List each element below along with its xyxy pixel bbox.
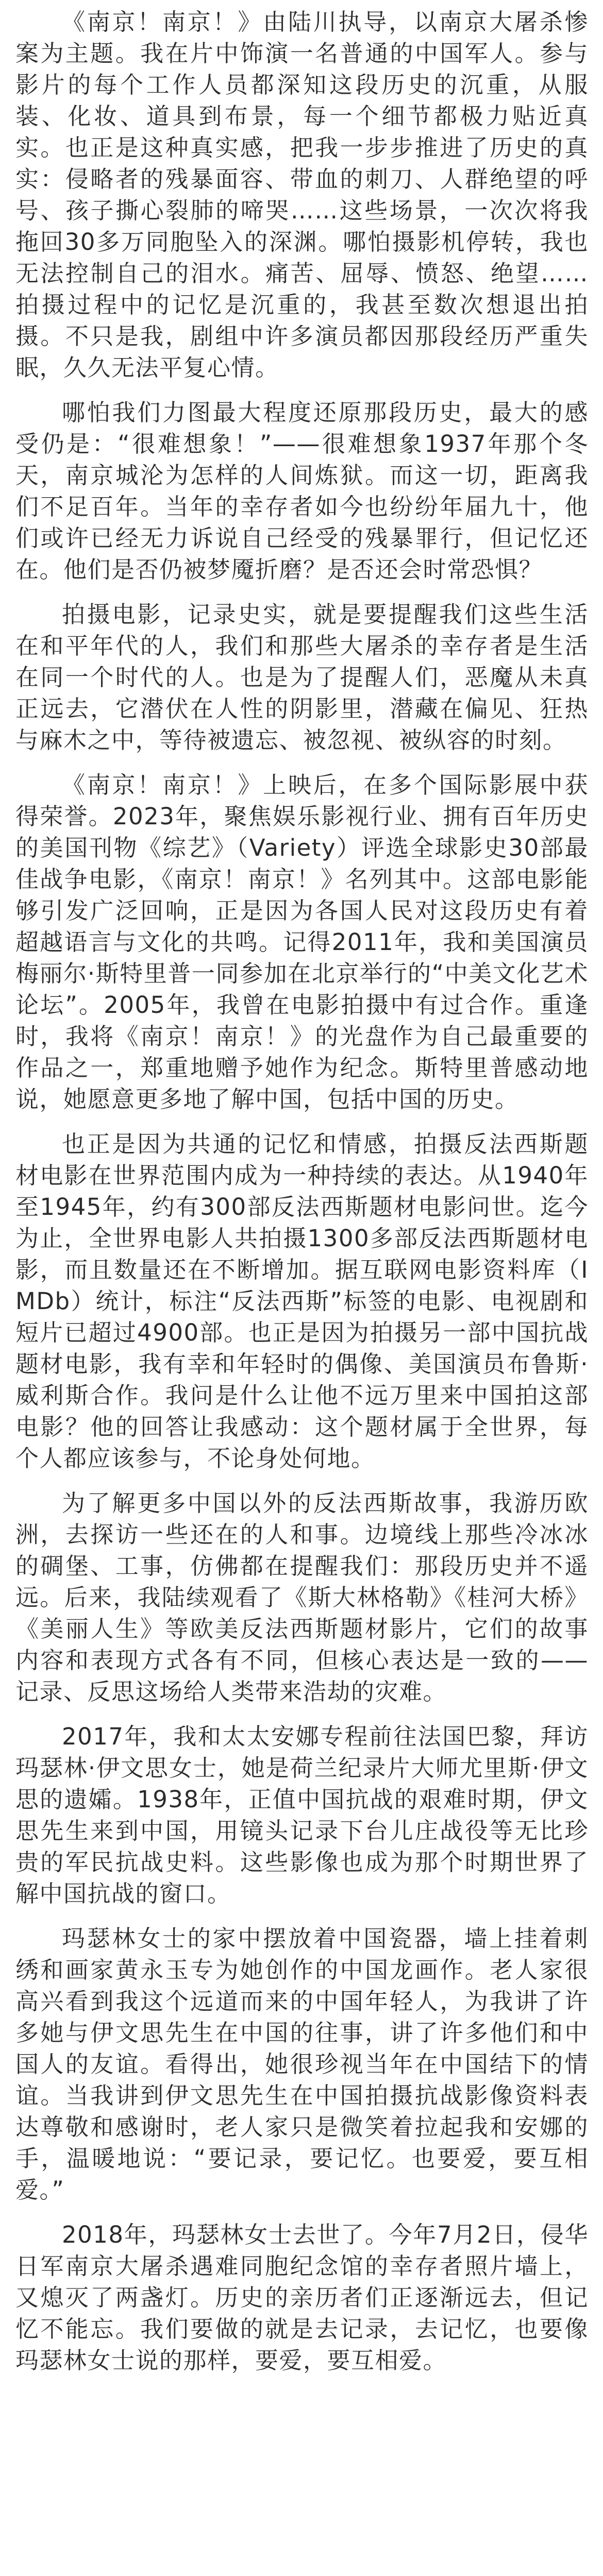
paragraph-hard-to-imagine: 哪怕我们力图最大程度还原那段历史，最大的感受仍是：“很难想象！”——很难想象1937年那个冬天，南京城沦为怎样的人间炼狱。而这一切，距离我们不足百年。当年的幸存者如今也纷纷年届九十，他们或许已经无力诉说自己经受的残暴罪行，但记忆还在。他们是否仍被梦魇折磨？是否还会时常恐惧？	[15, 399, 589, 583]
paragraph-antifascist-films: 也正是因为共通的记忆和情感，拍摄反法西斯题材电影在世界范围内成为一种持续的表达。从1940年至1945年，约有300部反法西斯题材电影问世。迄今为止，全世界电影人共拍摄1300多部反法西斯题材电影，而且数量还在不断增加。据互联网电影资料库（IMDb）统计，标注“反法西斯”标签的电影、电视剧和短片已超过4900部。也正是因为拍摄另一部中国抗战题材电影，我有幸和年轻时的偶像、美国演员布鲁斯·威利斯合作。我问是什么让他不远万里来中国拍这部电影？他的回答让我感动：这个题材属于全世界，每个人都应该参与，不论身处何地。	[15, 1130, 589, 1472]
paragraph-visit-paris: 2017年，我和太太安娜专程前往法国巴黎，拜访玛瑟林·伊文思女士，她是荷兰纪录片大师尤里斯·伊文思的遗孀。1938年，正值中国抗战的艰难时期，伊文思先生来到中国，用镜头记录下台儿庄战役等无比珍贵的军民抗战史料。这些影像也成为那个时期世界了解中国抗战的窗口。	[15, 1723, 589, 1907]
paragraph-europe-travels: 为了解更多中国以外的反法西斯故事，我游历欧洲，去探访一些还在的人和事。边境线上那些冷冰冰的碉堡、工事，仿佛都在提醒我们：那段历史并不遥远。后来，我陆续观看了《斯大林格勒》《桂河大桥》《美丽人生》等欧美反法西斯题材影片，它们的故事内容和表现方式各有不同，但核心表达是一致的——记录、反思这场给人类带来浩劫的灾难。	[15, 1489, 589, 1705]
paragraph-marceline-home: 玛瑟林女士的家中摆放着中国瓷器，墙上挂着刺绣和画家黄永玉专为她创作的中国龙画作。老人家很高兴看到我这个远道而来的中国年轻人，为我讲了许多她与伊文思先生在中国的往事，讲了许多他们和中国人的友谊。看得出，她很珍视当年在中国结下的情谊。当我讲到伊文思先生在中国拍摄抗战影像资料表达尊敬和感谢时，老人家只是微笑着拉起我和安娜的手，温暖地说：“要记录，要记忆。也要爱，要互相爱。”	[15, 1925, 589, 2204]
paragraph-international-honors: 《南京！南京！》上映后，在多个国际影展中获得荣誉。2023年，聚焦娱乐影视行业、拥有百年历史的美国刊物《综艺》（Variety）评选全球影史30部最佳战争电影，《南京！南京！》名列其中。这部电影能够引发广泛回响，正是因为各国人民对这段历史有着超越语言与文化的共鸣。记得2011年，我和美国演员梅丽尔·斯特里普一同参加在北京举行的“中美文化艺术论坛”。2005年，我曾在电影拍摄中有过合作。重逢时，我将《南京！南京！》的光盘作为自己最重要的作品之一，郑重地赠予她作为纪念。斯特里普感动地说，她愿意更多地了解中国，包括中国的历史。	[15, 771, 589, 1113]
paragraph-purpose-of-filming: 拍摄电影，记录史实，就是要提醒我们这些生活在和平年代的人，我们和那些大屠杀的幸存者是生活在同一个时代的人。也是为了提醒人们，恶魔从未真正远去，它潜伏在人性的阴影里，潜藏在偏见、狂热与麻木之中，等待被遗忘、被忽视、被纵容的时刻。	[15, 601, 589, 754]
paragraph-nanjing-film: 《南京！南京！》由陆川执导，以南京大屠杀惨案为主题。我在片中饰演一名普通的中国军人。参与影片的每个工作人员都深知这段历史的沉重，从服装、化妆、道具到布景，每一个细节都极力贴近真实。也正是这种真实感，把我一步步推进了历史的真实：侵略者的残暴面容、带血的刺刀、人群绝望的呼号、孩子撕心裂肺的啼哭……这些场景，一次次将我拖回30多万同胞坠入的深渊。哪怕摄影机停转，我也无法控制自己的泪水。痛苦、屈辱、愤怒、绝望……拍摄过程中的记忆是沉重的，我甚至数次想退出拍摄。不只是我，剧组中许多演员都因那段经历严重失眠，久久无法平复心情。	[15, 8, 589, 381]
paragraph-remember-and-love: 2018年，玛瑟林女士去世了。今年7月2日，侵华日军南京大屠杀遇难同胞纪念馆的幸存者照片墙上，又熄灭了两盏灯。历史的亲历者们正逐渐远去，但记忆不能忘。我们要做的就是去记录，去记忆，也要像玛瑟林女士说的那样，要爱，要互相爱。	[15, 2221, 589, 2374]
